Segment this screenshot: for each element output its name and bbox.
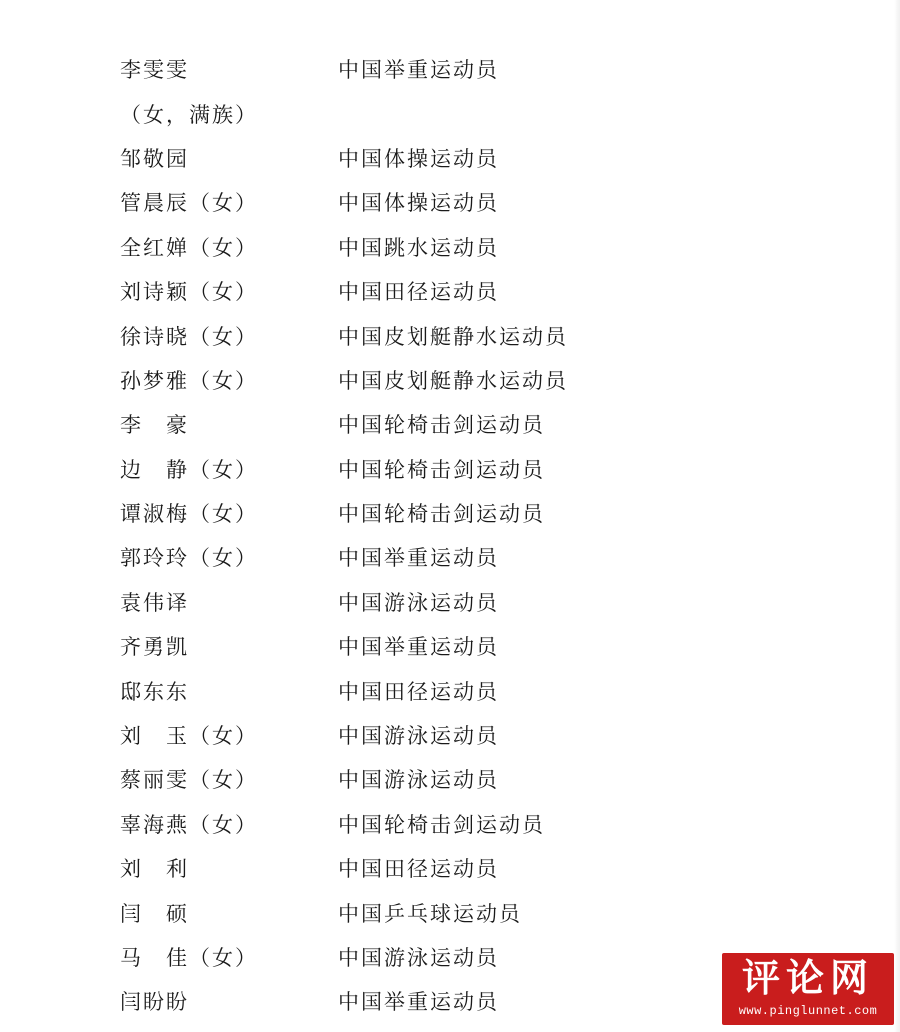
list-item	[120, 447, 720, 491]
list-item	[120, 802, 720, 846]
athlete-role: 中国轮椅击剑运动员	[338, 812, 545, 837]
list-item	[120, 180, 720, 224]
list-item	[120, 668, 720, 712]
athlete-role: 中国跳水运动员	[338, 235, 499, 260]
athlete-list	[120, 47, 720, 1024]
athlete-name: 谭淑梅（女）	[120, 502, 258, 527]
list-item	[120, 91, 720, 135]
list-item	[120, 269, 720, 313]
athlete-name: 全红婵（女）	[120, 235, 258, 260]
athlete-role: 中国轮椅击剑运动员	[338, 413, 545, 438]
athlete-role: 中国游泳运动员	[338, 590, 499, 615]
list-item	[120, 580, 720, 624]
list-item	[120, 225, 720, 269]
athlete-name: 齐勇凯	[120, 635, 189, 660]
athlete-name: 蔡丽雯（女）	[120, 768, 258, 793]
athlete-name: 边 静（女）	[120, 457, 258, 482]
list-item	[120, 47, 720, 91]
page-edge	[894, 0, 900, 1032]
list-item	[120, 846, 720, 890]
athlete-role: 中国游泳运动员	[338, 724, 499, 749]
athlete-role: 中国举重运动员	[338, 546, 499, 571]
athlete-role: 中国游泳运动员	[338, 768, 499, 793]
athlete-role: 中国轮椅击剑运动员	[338, 457, 545, 482]
watermark-title: 评论网	[741, 955, 874, 1000]
athlete-role: 中国乒乓球运动员	[338, 901, 522, 926]
athlete-name: 邹敬园	[120, 146, 189, 171]
athlete-role: 中国体操运动员	[338, 146, 499, 171]
athlete-name: 刘 玉（女）	[120, 724, 258, 749]
athlete-name: 郭玲玲（女）	[120, 546, 258, 571]
list-item	[120, 535, 720, 579]
athlete-role: 中国游泳运动员	[338, 946, 499, 970]
athlete-name: 马 佳（女）	[120, 946, 258, 970]
athlete-role: 中国皮划艇静水运动员	[338, 368, 568, 393]
list-item	[120, 979, 720, 1023]
list-item	[120, 935, 720, 979]
athlete-role: 中国田径运动员	[338, 857, 499, 882]
athlete-name: 管晨辰（女）	[120, 191, 258, 216]
athlete-name: 闫盼盼	[120, 990, 189, 1015]
list-item	[120, 358, 720, 402]
athlete-name: （女，满族）	[120, 102, 258, 127]
athlete-role: 中国轮椅击剑运动员	[338, 502, 545, 527]
athlete-role: 中国举重运动员	[338, 58, 499, 83]
site-watermark-logo	[722, 953, 894, 1025]
athlete-name: 孙梦雅（女）	[120, 368, 258, 393]
athlete-role: 中国体操运动员	[338, 191, 499, 216]
athlete-name: 徐诗晓（女）	[120, 324, 258, 349]
athlete-role: 中国田径运动员	[338, 679, 499, 704]
athlete-role: 中国田径运动员	[338, 280, 499, 305]
athlete-name: 辜海燕（女）	[120, 812, 258, 837]
athlete-name: 闫 硕	[120, 901, 189, 926]
list-item	[120, 624, 720, 668]
athlete-role: 中国皮划艇静水运动员	[338, 324, 568, 349]
watermark-url: www.pinglunnet.com	[722, 1003, 894, 1019]
athlete-name: 袁伟译	[120, 590, 189, 615]
athlete-role: 中国举重运动员	[338, 635, 499, 660]
list-item	[120, 491, 720, 535]
list-item	[120, 136, 720, 180]
list-item	[120, 757, 720, 801]
athlete-role: 中国举重运动员	[338, 990, 499, 1015]
athlete-name: 邸东东	[120, 679, 189, 704]
athlete-name: 李 豪	[120, 413, 189, 438]
list-item	[120, 890, 720, 934]
list-item	[120, 402, 720, 446]
list-item	[120, 313, 720, 357]
athlete-name: 李雯雯	[120, 58, 189, 83]
list-item	[120, 713, 720, 757]
athlete-name: 刘 利	[120, 857, 189, 882]
athlete-name: 刘诗颖（女）	[120, 280, 258, 305]
